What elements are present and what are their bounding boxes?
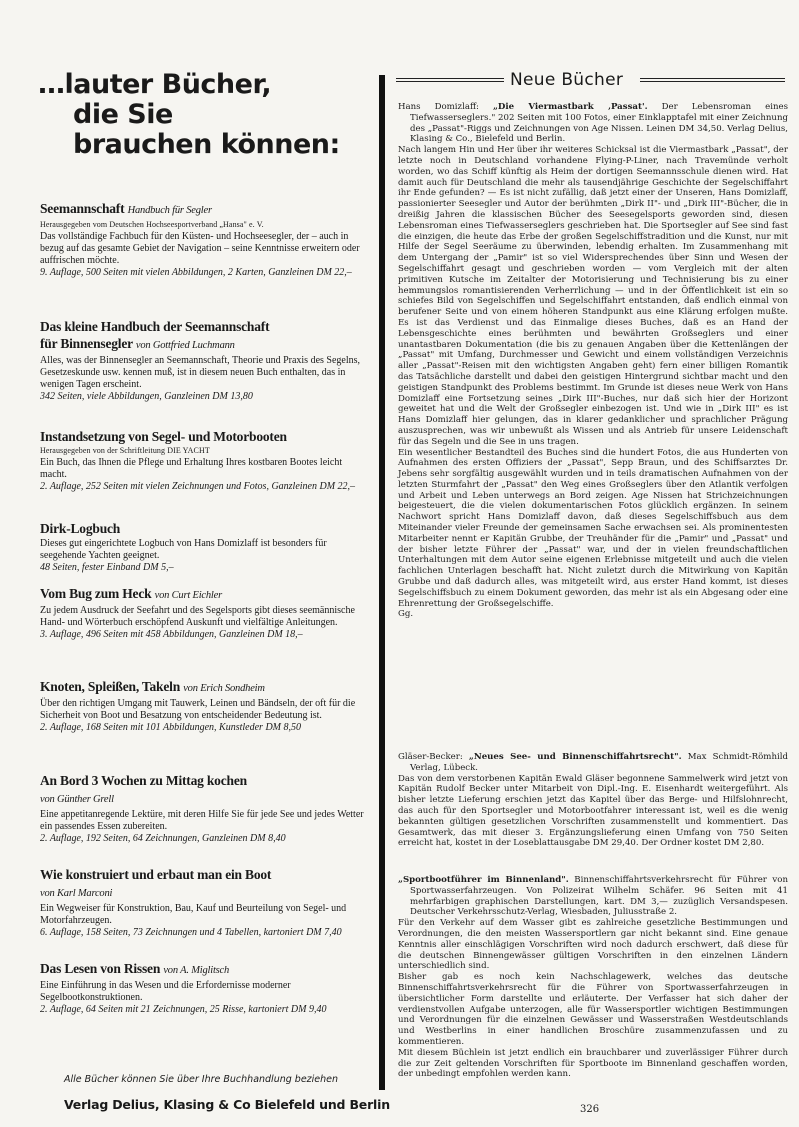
book-entry	[40, 678, 370, 734]
review-viermastbark	[398, 102, 788, 620]
book-details: 2. Auflage, 64 Seiten mit 21 Zeichnungen, 25 Risse, kartoniert DM 9,40	[40, 1004, 327, 1015]
review-book-details: Binnenschiffahrtsverkehrsrecht für Führer von Sportwasserfahrzeugen. Von Polizeirat Wilhelm Schäfer. 96 Seiten mit 41 mehrfarbigen graphischen Darstellungen, kart. DM 3,— zuzüglich Versandspesen. Deutscher Verkehrsschutz-Verlag, Wiesbaden, Juliusstraße 2.	[410, 875, 788, 918]
book-entry	[40, 772, 370, 845]
book-details: 3. Auflage, 496 Seiten mit 458 Abbildungen, Ganzleinen DM 18,–	[40, 629, 303, 640]
review-schiffahrtsrecht	[398, 752, 788, 849]
book-entry	[40, 585, 370, 641]
review-signature: Gg.	[398, 609, 414, 620]
ad-headline	[38, 70, 368, 160]
book-title: Knoten, Spleißen, Takeln	[40, 679, 181, 694]
book-description: Über den richtigen Umgang mit Tauwerk, Leinen und Bändseln, der oft für die Sicherheit von Boot und Besatzung von entscheidender Bedeutung ist.	[40, 698, 356, 721]
book-entry	[40, 960, 370, 1016]
book-title: Instandsetzung von Segel- und Motorbooten	[40, 429, 287, 444]
book-description: Alles, was der Binnensegler an Seemannschaft, Theorie und Praxis des Segelns, Gesetzeskunde usw. kennen muß, ist in diesem neuen Buch enthalten, das in wenigen Tagen erscheint.	[40, 355, 361, 390]
book-author: von Gottfried Luchmann	[135, 340, 235, 351]
book-title: Vom Bug zum Heck	[40, 586, 152, 601]
book-author: von Karl Marconi	[40, 888, 113, 899]
book-title: Wie konstruiert und erbaut man ein Boot	[40, 867, 272, 882]
book-details: 6. Auflage, 158 Seiten, 73 Zeichnungen und 4 Tabellen, kartoniert DM 7,40	[40, 927, 342, 938]
review-reference	[398, 102, 788, 145]
book-details: 9. Auflage, 500 Seiten mit vielen Abbildungen, 2 Karten, Ganzleinen DM 22,–	[40, 267, 352, 278]
column-divider	[379, 75, 385, 1090]
review-sportbootfuehrer	[398, 875, 788, 1080]
review-paragraph: Bisher gab es noch kein Nachschlagewerk, welches das deutsche Binnenschiffahrtsverkehrsrecht für die Führer von Sportwasserfahrzeugen in übersichtlicher Form darstellte und erläuterte. Der Verfasser hat sich daher der verdienstvollen Aufgabe unterzogen, alle für Wassersportler wichtigen Bestimmungen und Verordnungen für die einzelnen Gewässer und Wasserstraßen Westdeutschlands und Westberlins in einer handlichen Broschüre zusammenzufassen und zu kommentieren.	[398, 972, 788, 1047]
review-paragraph: Mit diesem Büchlein ist jetzt endlich ein brauchbarer und zuverlässiger Führer durch die zur Zeit geltenden Vorschriften für Sportboote im Binnenland geschaffen worden, der unbedingt empfohlen werden kann.	[398, 1047, 788, 1080]
ad-headline-line: die Sie	[73, 99, 173, 130]
advertisement	[38, 70, 368, 160]
book-details: 48 Seiten, fester Einband DM 5,–	[40, 562, 174, 573]
review-paragraph: Ein wesentlicher Bestandteil des Buches sind die hundert Fotos, die aus Hunderten von Aufnahmen des ersten Offiziers der „Passat", Sepp Braun, und des Schiffsarztes Dr. Jebens sehr sorgfältig ausgewählt wurden und in teils dramatischen Aufnahmen von der letzten Sturmfahrt der „Passat" den Weg eines Großseglers über den Atlantik verfolgen und Arbeit und Leben unterwegs an Bord zeigen. Age Nissen hat Strichzeichnungen beigesteuert, die die vielen dokumentarischen Fotos glücklich ergänzen. In seinem Nachwort spricht Hans Domizlaff davon, daß dieses Segelschiffsbuch aus dem Miteinander vieler Freunde der gemeinsamen Sache erwachsen sei. Als prominentesten Mitarbeiter nennt er Kapitän Grubbe, der Treuhänder für die „Pamir" und „Passat" und der bisher letzte Führer der „Passat" war, und der in vielen freundschaftlichen Unterhaltungen mit dem Autor seine eigenen Erlebnisse mitgeteilt und auch die vielen fachlichen Unterlagen beschafft hat. Nicht zuletzt durch die Mitwirkung von Kapitän Grubbe und daß dadurch alles, was mitgeteilt wird, aus erster Hand kommt, ist dieses Segelschiffsbuch zu einem Dokument geworden, das mehr ist als ein Abgesang oder eine Ehrenrettung der Großsegelschiffe.	[398, 447, 788, 609]
review-reference	[398, 875, 788, 918]
book-author: Handbuch für Segler	[127, 205, 212, 216]
book-description: Eine Einführung in das Wesen und die Erfordernisse moderner Segelbootkonstruktionen.	[40, 980, 291, 1003]
book-author: von A. Miglitsch	[163, 965, 230, 976]
book-details: 342 Seiten, viele Abbildungen, Ganzleinen DM 13,80	[40, 391, 253, 402]
book-subtitle: Herausgegeben vom Deutschen Hochseesportverband „Hansa" e. V.	[40, 220, 264, 229]
book-entry	[40, 428, 370, 493]
ad-headline-line: …lauter Bücher,	[38, 69, 272, 100]
review-paragraph: Nach langem Hin und Her über ihr weiteres Schicksal ist die Viermastbark „Passat", der letzte noch in Deutschland vorhandene Flying-P-Liner, nach Travemünde verholt worden, wo das Schiff künftig als Heim der dortigen Seemannsschule dienen wird. Hat damit auch für Deutschland die mehr als tausendjährige Geschichte der Segelschiffahrt ihr Ende gefunden? — Es ist nicht zufällig, daß jetzt einer der Unseren, Hans Domizlaff, passionierter Seesegler und Autor der berühmten „Dirk II"- und „Dirk III"-Bücher, die in dreißig Jahren die klassischen Bücher des Seesegelsports geworden sind, diesen Lebensroman eines Tiefwasserseglers geschrieben hat. Die Sportsegler auf See sind fast die einzigen, die heute das Erbe der großen Segelschiffstradition und die Kunst, nur mit Hilfe der Segel Seeräume zu überwinden, lebendig erhalten. Im Zusammenhang mit dem Untergang der „Pamir" ist so viel Widersprechendes über Sinn und Wesen der Segelschiffahrt gesagt und geschrieben worden — vom Vergleich mit der alten primitiven Kutsche im Zeitalter der Motorisierung und Technisierung bis zu einer hemmungslos romantisierenden Verherrlichung — und in der Öffentlichkeit ist ein so schiefes Bild von Segelschiffen und Segelschiffahrt entstanden, daß endlich einmal von berufener Seite und von einem höheren Standpunkt aus eine Klärung erfolgen mußte. Es ist das Verdienst und das Einmalige dieses Buches, daß es an Hand der Lebensgeschichte eines berühmten und bewährten Großseglers und einer unantastbaren Dokumentation (die bis zu genauen Angaben über die Kettenlängen der „Passat" mit Umfang, Durchmesser und Gewicht und einem vollständigen Verzeichnis aller „Passat"-Reisen mit den wichtigsten Angaben geht) fern einer billigen Romantik das Tatsächliche darstellt und dabei den geistigen Hintergrund sichtbar macht und den geistigen Standpunkt des Problems bestimmt. Im Grunde ist dieses neue Werk von Hans Domizlaff eine Fortsetzung seines „Dirk III"-Buches, nur daß sich hier der Horizont geweitet hat und die Welt der Großsegler einbezogen ist. Und wie in „Dirk III" es ist Hans Domizlaff hier gelungen, das in klarer gedanklicher und sprachlicher Prägung auszusprechen, was wir unbewußt als Wissen und als Antrieb für unsere Leidenschaft für das Segeln und die See in uns tragen.	[398, 145, 788, 447]
review-reference	[398, 752, 788, 774]
book-subtitle: Herausgegeben von der Schriftleitung DIE YACHT	[40, 446, 210, 455]
book-entry	[40, 200, 370, 279]
review-paragraph: Das von dem verstorbenen Kapitän Ewald Gläser begonnene Sammelwerk wird jetzt von Kapitän Rudolf Becker unter Mitarbeit von Dipl.-Ing. E. Eisenhardt weitergeführt. Als bisher letzte Lieferung erschien jetzt das Kapitel über das Berge- und Hilfslohnrecht, das auch für den Sportsegler und Motorbootfahrer interessant ist, weil es die wenig bekannten gültigen gesetzlichen Vorschriften zusammenstellt und kommentiert. Das Gesamtwerk, das mit dieser 3. Ergänzungslieferung einen Umfang von 750 Seiten erreicht hat, kostet in der Loseblattausgabe DM 29,40. Der Ordner kostet DM 2,80.	[398, 773, 788, 849]
publisher-line: Verlag Delius, Klasing & Co Bielefeld und Berlin	[64, 1097, 390, 1112]
book-entry	[40, 866, 370, 939]
book-description: Zu jedem Ausdruck der Seefahrt und des Segelsports gibt dieses seemännische Hand- und Wörterbuch erschöpfend Auskunft und vielfältige Anleitungen.	[40, 605, 355, 628]
book-title: Seemannschaft	[40, 201, 125, 216]
book-title: Das Lesen von Rissen	[40, 961, 161, 976]
book-title: Das kleine Handbuch der Seemannschaft	[40, 319, 270, 334]
heading-rule	[396, 78, 504, 82]
ad-headline-line: brauchen können:	[73, 129, 340, 160]
book-title-line2: für Binnensegler	[40, 336, 133, 351]
book-author: von Erich Sondheim	[183, 683, 265, 694]
review-book-title: „Neues See- und Binnenschiffahrtsrecht".	[468, 752, 682, 762]
review-author: Gläser-Becker:	[398, 752, 469, 762]
book-description: Das vollständige Fachbuch für den Küsten- und Hochseesegler, der – auch in bezug auf das gesamte Gebiet der Navigation – seine Kenntnisse erweitern oder auffrischen möchte.	[40, 231, 360, 266]
ad-footnote: Alle Bücher können Sie über Ihre Buchhandlung beziehen	[64, 1074, 339, 1085]
heading-rule	[640, 78, 785, 82]
review-book-title: „Sportbootführer im Binnenland".	[398, 875, 569, 885]
page-number: 326	[580, 1104, 600, 1115]
column-title: Neue Bücher	[510, 70, 624, 90]
book-description: Ein Wegweiser für Konstruktion, Bau, Kauf und Beurteilung von Segel- und Motorfahrzeugen.	[40, 903, 347, 926]
book-description: Ein Buch, das Ihnen die Pflege und Erhaltung Ihres kostbaren Bootes leicht macht.	[40, 457, 343, 480]
book-title: An Bord 3 Wochen zu Mittag kochen	[40, 773, 247, 788]
book-title: Dirk-Logbuch	[40, 521, 121, 536]
book-author: von Günther Grell	[40, 794, 114, 805]
book-details: 2. Auflage, 252 Seiten mit vielen Zeichnungen und Fotos, Ganzleinen DM 22,–	[40, 481, 356, 492]
column-heading	[396, 70, 789, 92]
review-book-title: „Die Viermastbark ‚Passat'.	[492, 102, 648, 112]
review-book-details: Der Lebensroman eines Tiefwasserseglers." 202 Seiten mit 100 Fotos, einer Einklapptafel mit einer Zeichnung des „Passat"-Riggs und Zeichnungen von Age Nissen. Leinen DM 34,50. Verlag Delius, Klasing & Co., Bielefeld und Berlin.	[410, 102, 789, 145]
book-details: 2. Auflage, 192 Seiten, 64 Zeichnungen, Ganzleinen DM 8,40	[40, 833, 286, 844]
book-description: Dieses gut eingerichtete Logbuch von Hans Domizlaff ist besonders für seegehende Yachten geeignet.	[40, 538, 327, 561]
review-paragraph: Für den Verkehr auf dem Wasser gibt es zahlreiche gesetzliche Bestimmungen und Verordnungen, die den meisten Wassersportlern gar nicht bekannt sind. Eine genaue Kenntnis aller einschlägigen Vorschriften wird noch dadurch erschwert, daß diese für die deutschen Binnengewässer gültigen Vorschriften in den einzelnen Ländern unterschiedlich sind.	[398, 918, 788, 972]
book-description: Eine appetitanregende Lektüre, mit deren Hilfe Sie für jede See und jedes Wetter ein passendes Essen zubereiten.	[40, 809, 364, 832]
book-author: von Curt Eichler	[154, 590, 222, 601]
review-book-details: Max Schmidt-Römhild Verlag, Lübeck.	[410, 752, 788, 773]
book-entry	[40, 520, 370, 574]
book-entry	[40, 318, 370, 403]
review-author: Hans Domizlaff:	[398, 102, 493, 112]
book-details: 2. Auflage, 168 Seiten mit 101 Abbildungen, Kunstleder DM 8,50	[40, 722, 301, 733]
